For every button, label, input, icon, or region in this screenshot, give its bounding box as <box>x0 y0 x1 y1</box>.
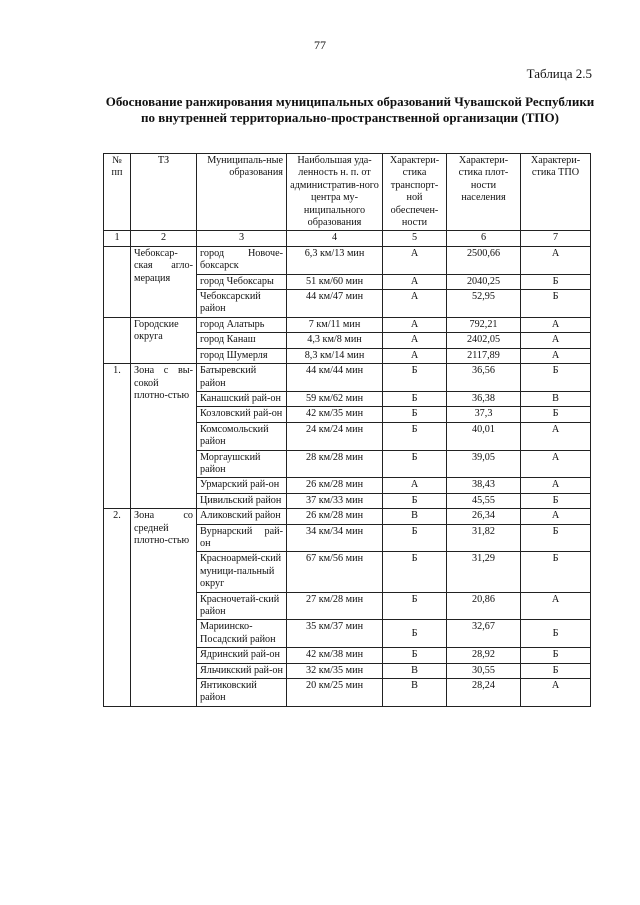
transport-cell: Б <box>383 552 447 592</box>
table-label: Таблица 2.5 <box>526 66 592 81</box>
density-cell: 37,3 <box>447 407 521 422</box>
zone-cell: Городские округа <box>131 317 197 363</box>
table-row <box>104 246 591 274</box>
distance-cell: 24 км/24 мин <box>287 422 383 450</box>
table-row <box>104 509 591 524</box>
tpo-cell: А <box>521 450 591 478</box>
distance-cell: 35 км/37 мин <box>287 620 383 648</box>
tpo-cell: А <box>521 592 591 620</box>
table-row <box>104 317 591 332</box>
row-number <box>104 246 131 317</box>
header-tpo: Характери-стика ТПО <box>521 154 591 231</box>
transport-cell: В <box>383 509 447 524</box>
transport-cell: Б <box>383 422 447 450</box>
table-title: Обоснование ранжирования муниципальных образований Чувашской Республики по внутренней территориально-пространственной организации (ТПО) <box>105 94 595 125</box>
density-cell: 26,34 <box>447 509 521 524</box>
municipality-cell: город Чебоксары <box>197 274 287 289</box>
distance-cell: 34 км/34 мин <box>287 524 383 552</box>
tpo-cell: Б <box>521 407 591 422</box>
row-number <box>104 317 131 363</box>
density-cell: 2117,89 <box>447 348 521 363</box>
row-number: 1. <box>104 364 131 509</box>
transport-cell: А <box>383 348 447 363</box>
transport-cell: Б <box>383 620 447 648</box>
density-cell: 40,01 <box>447 422 521 450</box>
tpo-cell: Б <box>521 663 591 678</box>
density-cell: 28,24 <box>447 679 521 707</box>
municipality-cell: Чебоксарский район <box>197 290 287 318</box>
header-municipality: Муниципаль-ные образования <box>197 154 287 231</box>
municipality-cell: Янтиковский район <box>197 679 287 707</box>
municipality-cell: Аликовский район <box>197 509 287 524</box>
tpo-cell: А <box>521 422 591 450</box>
transport-cell: Б <box>383 493 447 508</box>
distance-cell: 44 км/47 мин <box>287 290 383 318</box>
header-density: Характери-стика плот-ности населения <box>447 154 521 231</box>
transport-cell: Б <box>383 450 447 478</box>
distance-cell: 26 км/28 мин <box>287 478 383 493</box>
transport-cell: В <box>383 679 447 707</box>
header-distance: Наибольшая уда-ленность н. п. от административ-ного центра му-ниципального образования <box>287 154 383 231</box>
transport-cell: А <box>383 478 447 493</box>
municipality-cell: Вурнарский рай-он <box>197 524 287 552</box>
transport-cell: Б <box>383 364 447 392</box>
transport-cell: А <box>383 246 447 274</box>
tpo-cell: А <box>521 679 591 707</box>
zone-cell: Зона с вы-сокой плотно-стью <box>131 364 197 509</box>
distance-cell: 37 км/33 мин <box>287 493 383 508</box>
transport-cell: Б <box>383 524 447 552</box>
distance-cell: 7 км/11 мин <box>287 317 383 332</box>
distance-cell: 44 км/44 мин <box>287 364 383 392</box>
density-cell: 38,43 <box>447 478 521 493</box>
distance-cell: 26 км/28 мин <box>287 509 383 524</box>
transport-cell: А <box>383 333 447 348</box>
density-cell: 32,67 <box>447 620 521 648</box>
table-row <box>104 364 591 392</box>
density-cell: 792,21 <box>447 317 521 332</box>
density-cell: 52,95 <box>447 290 521 318</box>
tpo-cell: Б <box>521 620 591 648</box>
municipality-cell: город Канаш <box>197 333 287 348</box>
municipality-cell: город Шумерля <box>197 348 287 363</box>
transport-cell: А <box>383 274 447 289</box>
distance-cell: 20 км/25 мин <box>287 679 383 707</box>
header-row <box>104 154 591 231</box>
density-cell: 36,56 <box>447 364 521 392</box>
distance-cell: 42 км/38 мин <box>287 648 383 663</box>
transport-cell: А <box>383 290 447 318</box>
ranking-table <box>103 153 591 707</box>
tpo-cell: Б <box>521 648 591 663</box>
tpo-cell: А <box>521 317 591 332</box>
density-cell: 2402,05 <box>447 333 521 348</box>
municipality-cell: город Новоче-боксарск <box>197 246 287 274</box>
density-cell: 36,38 <box>447 391 521 406</box>
col-number: 6 <box>447 231 521 246</box>
transport-cell: Б <box>383 391 447 406</box>
header-zone: ТЗ <box>131 154 197 231</box>
tpo-cell: В <box>521 391 591 406</box>
col-number: 7 <box>521 231 591 246</box>
header-num: № пп <box>104 154 131 231</box>
municipality-cell: Красночетай-ский район <box>197 592 287 620</box>
col-number: 1 <box>104 231 131 246</box>
tpo-cell: А <box>521 246 591 274</box>
distance-cell: 51 км/60 мин <box>287 274 383 289</box>
distance-cell: 32 км/35 мин <box>287 663 383 678</box>
density-cell: 2040,25 <box>447 274 521 289</box>
transport-cell: В <box>383 663 447 678</box>
distance-cell: 67 км/56 мин <box>287 552 383 592</box>
density-cell: 28,92 <box>447 648 521 663</box>
municipality-cell: Мариинско-Посадский район <box>197 620 287 648</box>
municipality-cell: Батыревский район <box>197 364 287 392</box>
column-number-row <box>104 231 591 246</box>
density-cell: 45,55 <box>447 493 521 508</box>
tpo-cell: Б <box>521 364 591 392</box>
tpo-cell: Б <box>521 290 591 318</box>
density-cell: 39,05 <box>447 450 521 478</box>
zone-cell: Зона со средней плотно-стью <box>131 509 197 707</box>
municipality-cell: Урмарский рай-он <box>197 478 287 493</box>
distance-cell: 28 км/28 мин <box>287 450 383 478</box>
municipality-cell: Красноармей-ский муници-пальный округ <box>197 552 287 592</box>
tpo-cell: А <box>521 509 591 524</box>
distance-cell: 6,3 км/13 мин <box>287 246 383 274</box>
municipality-cell: город Алатырь <box>197 317 287 332</box>
distance-cell: 59 км/62 мин <box>287 391 383 406</box>
row-number: 2. <box>104 509 131 707</box>
header-transport: Характери-стика транспорт-ной обеспечен-ности <box>383 154 447 231</box>
transport-cell: Б <box>383 592 447 620</box>
municipality-cell: Яльчикский рай-он <box>197 663 287 678</box>
col-number: 3 <box>197 231 287 246</box>
tpo-cell: А <box>521 333 591 348</box>
page-number: 77 <box>314 38 326 52</box>
density-cell: 30,55 <box>447 663 521 678</box>
col-number: 4 <box>287 231 383 246</box>
col-number: 2 <box>131 231 197 246</box>
tpo-cell: Б <box>521 524 591 552</box>
transport-cell: Б <box>383 648 447 663</box>
distance-cell: 8,3 км/14 мин <box>287 348 383 363</box>
transport-cell: Б <box>383 407 447 422</box>
tpo-cell: Б <box>521 493 591 508</box>
col-number: 5 <box>383 231 447 246</box>
municipality-cell: Цивильский район <box>197 493 287 508</box>
distance-cell: 4,3 км/8 мин <box>287 333 383 348</box>
municipality-cell: Канашский рай-он <box>197 391 287 406</box>
zone-cell: Чебоксар-ская агло-мерация <box>131 246 197 317</box>
tpo-cell: А <box>521 478 591 493</box>
density-cell: 20,86 <box>447 592 521 620</box>
distance-cell: 42 км/35 мин <box>287 407 383 422</box>
density-cell: 2500,66 <box>447 246 521 274</box>
municipality-cell: Моргаушский район <box>197 450 287 478</box>
municipality-cell: Комсомольский район <box>197 422 287 450</box>
municipality-cell: Ядринский рай-он <box>197 648 287 663</box>
distance-cell: 27 км/28 мин <box>287 592 383 620</box>
density-cell: 31,29 <box>447 552 521 592</box>
tpo-cell: Б <box>521 552 591 592</box>
tpo-cell: Б <box>521 274 591 289</box>
tpo-cell: А <box>521 348 591 363</box>
density-cell: 31,82 <box>447 524 521 552</box>
transport-cell: А <box>383 317 447 332</box>
table-body <box>104 246 591 706</box>
municipality-cell: Козловский рай-он <box>197 407 287 422</box>
